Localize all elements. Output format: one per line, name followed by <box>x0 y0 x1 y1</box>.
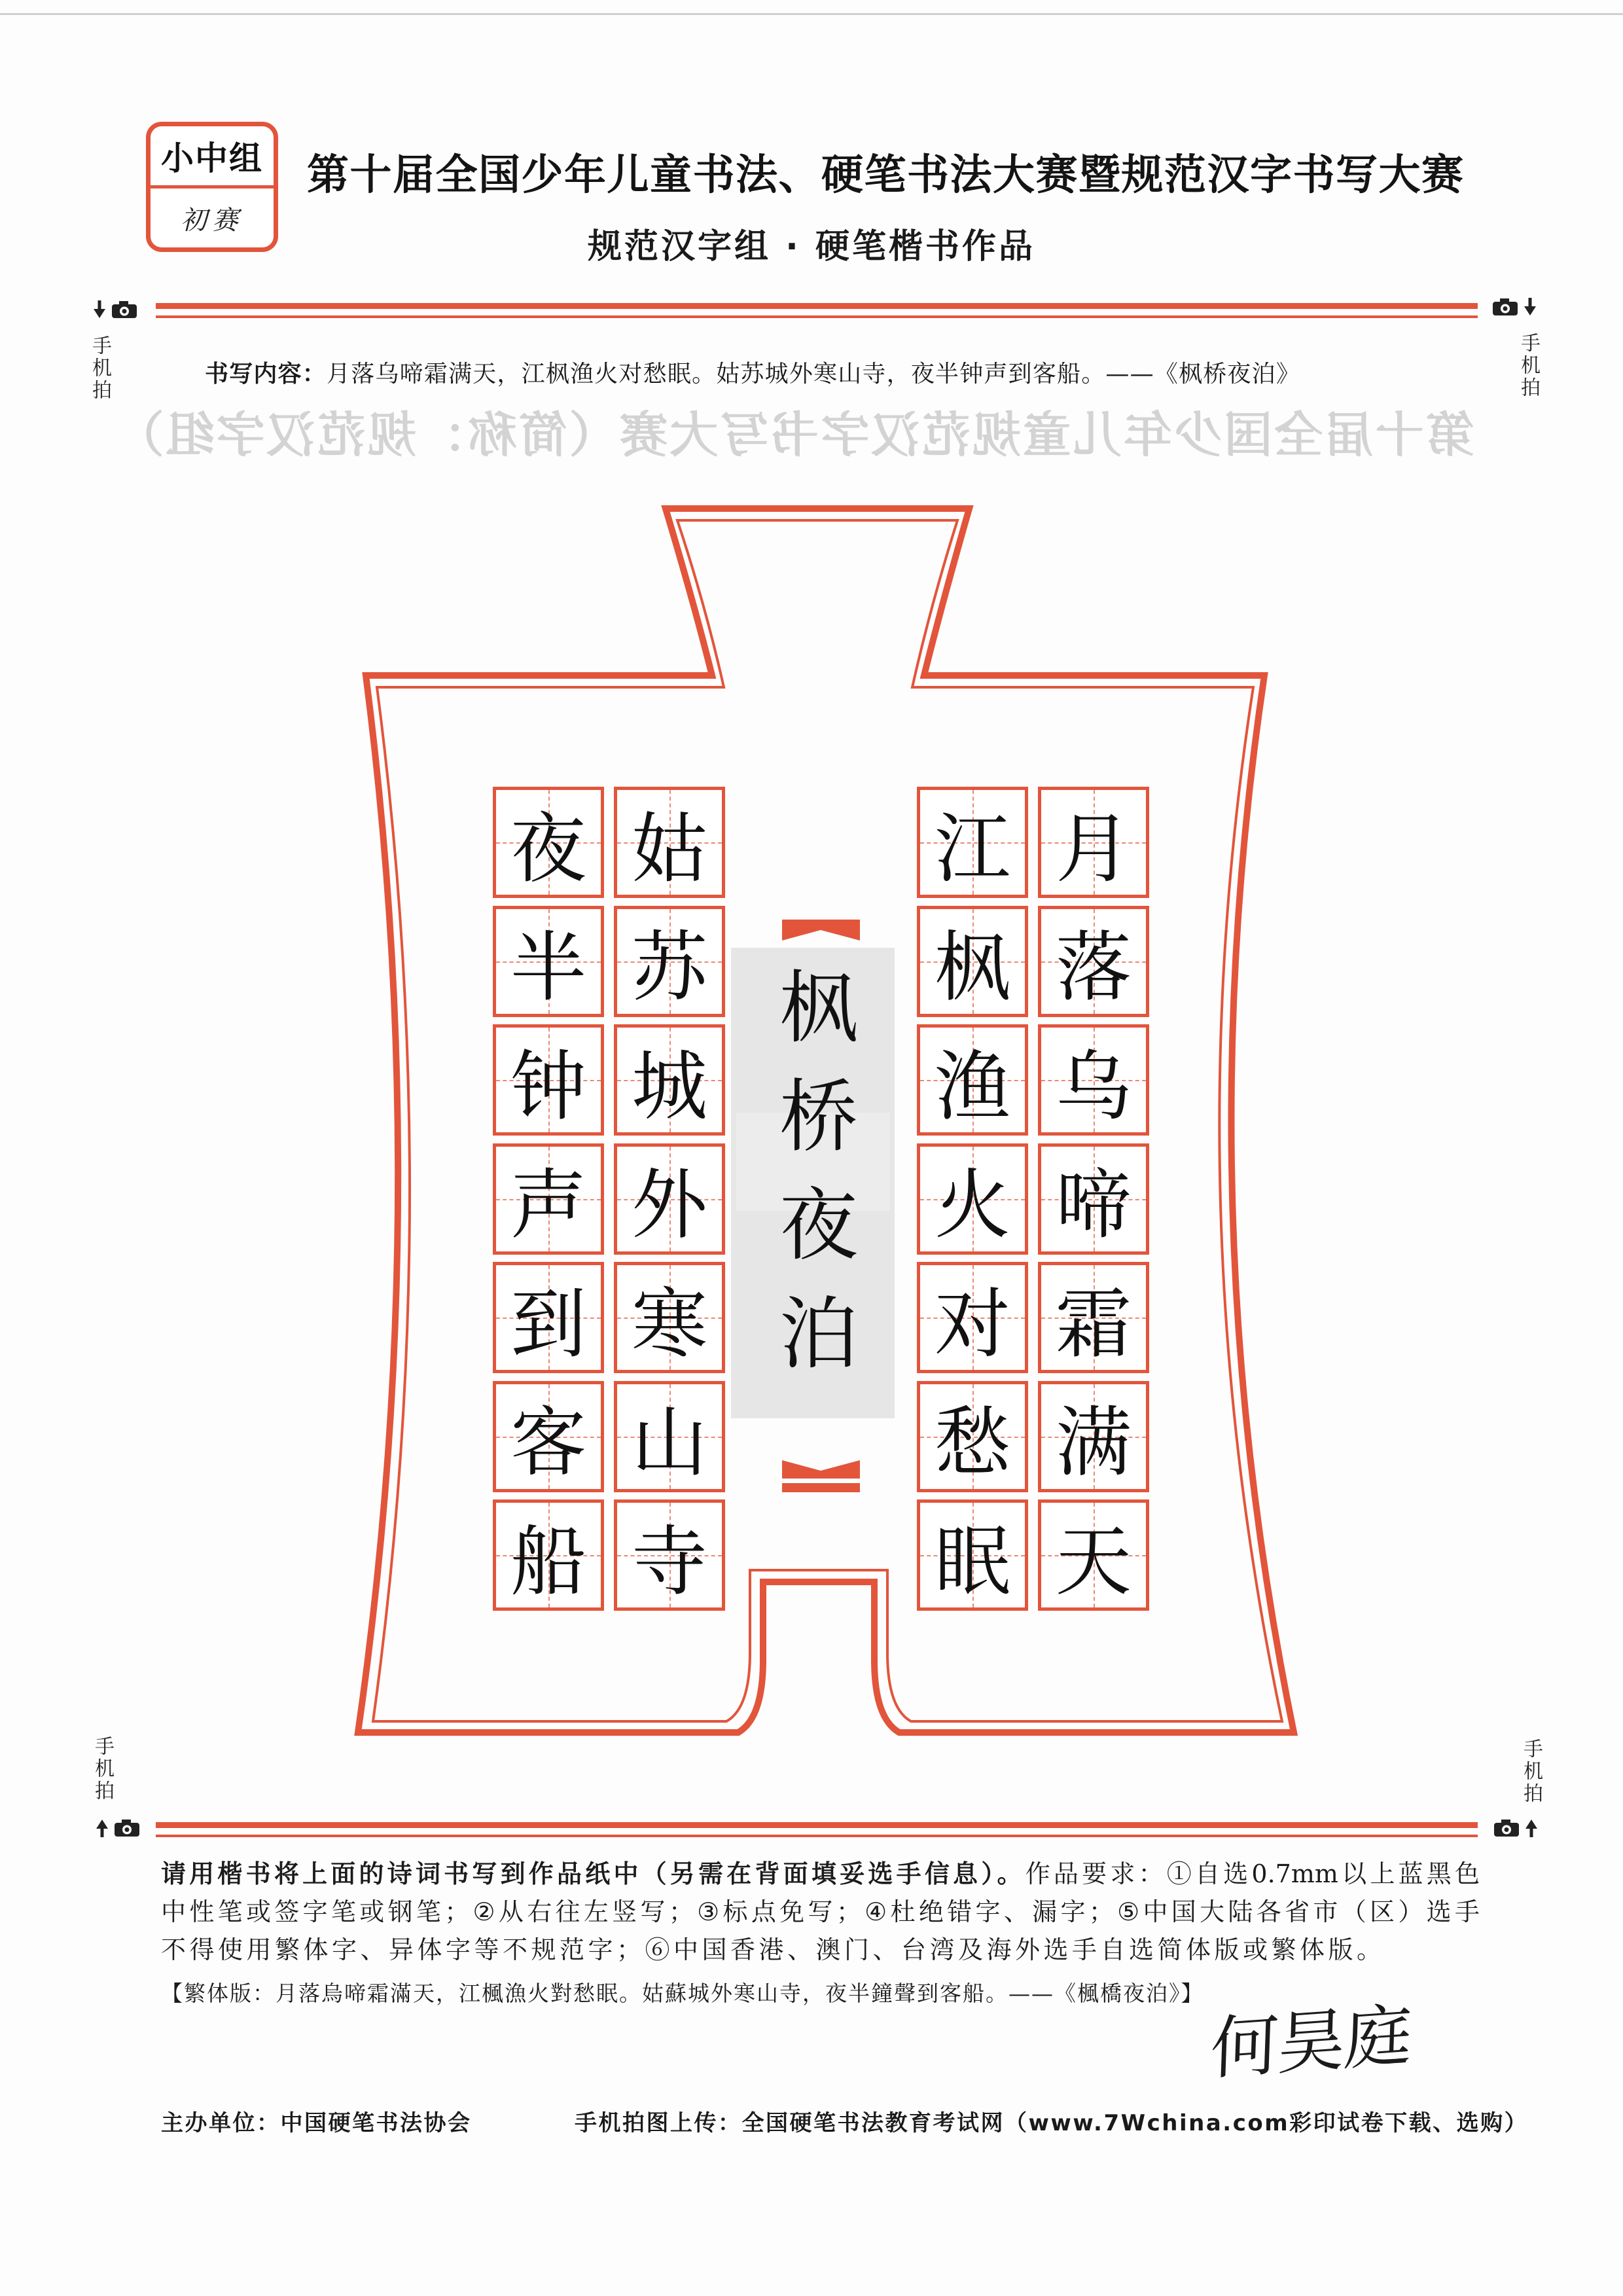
download-arrow-icon <box>92 300 107 319</box>
poem-column-3 <box>614 787 725 1611</box>
grid-cell <box>493 1381 604 1492</box>
handwritten-character: 火 <box>935 1161 1010 1249</box>
page-subtitle: 规范汉字组 · 硬笔楷书作品 <box>588 227 1035 266</box>
handwritten-character: 城 <box>632 1042 707 1131</box>
grid-cell <box>493 1262 604 1373</box>
photo-label-bottom-right: 手机拍 <box>1520 1738 1543 1805</box>
top-rule-thick <box>156 303 1478 309</box>
bottom-left-photo-marker <box>95 1819 141 1837</box>
instructions-line-1 <box>161 1854 1480 1890</box>
grid-cell <box>614 1499 725 1611</box>
grid-cell <box>614 1024 725 1136</box>
photo-label-top-left: 手机拍 <box>88 335 111 402</box>
handwritten-character: 苏 <box>632 924 707 1012</box>
handwritten-character: 天 <box>1056 1517 1132 1606</box>
handwritten-character: 枫 <box>935 924 1010 1012</box>
bottom-rule-thick <box>156 1822 1478 1828</box>
page-title: 第十届全国少年儿童书法、硬笔书法大赛暨规范汉字书写大赛 <box>307 151 1465 200</box>
grid-cell <box>917 906 1028 1017</box>
grid-cell <box>614 1143 725 1255</box>
title-top-ornament <box>782 920 860 941</box>
footer-upload-info: 手机拍图上传：全国硬笔书法教育考试网（www.7Wchina.com彩印试卷下载、选购） <box>575 2110 1529 2136</box>
grid-cell <box>493 787 604 898</box>
grid-cell <box>1038 1262 1149 1373</box>
title-bottom-ornament <box>782 1460 860 1479</box>
grid-cell <box>493 1024 604 1136</box>
grid-cell <box>614 787 725 898</box>
grid-cell <box>917 1024 1028 1136</box>
grid-cell <box>493 1143 604 1255</box>
bottom-rule-thin <box>156 1835 1478 1837</box>
grid-cell <box>1038 1143 1149 1255</box>
handwritten-character: 渔 <box>935 1042 1010 1131</box>
poem-column-4 <box>493 787 604 1611</box>
grid-cell <box>917 1262 1028 1373</box>
handwritten-character: 夜 <box>510 804 586 893</box>
camera-icon <box>111 300 138 319</box>
grid-cell <box>614 1262 725 1373</box>
handwritten-character: 落 <box>1056 924 1132 1012</box>
handwritten-character: 啼 <box>1056 1161 1132 1249</box>
handwritten-character: 满 <box>1056 1399 1132 1487</box>
instructions-line-3: 不得使用繁体字、异体字等不规范字；⑥中国香港、澳门、台湾及海外选手自选简体版或繁体版。 <box>161 1935 1385 1964</box>
traditional-version-note: 【繁体版：月落烏啼霜滿天，江楓漁火對愁眠。姑蘇城外寒山寺，夜半鐘聲到客船。——《楓橋夜泊》】 <box>161 1981 1204 2006</box>
grid-cell <box>917 1499 1028 1611</box>
handwritten-character: 对 <box>935 1280 1010 1369</box>
grid-cell <box>1038 1499 1149 1611</box>
upload-arrow-icon <box>95 1819 109 1837</box>
grid-cell <box>493 906 604 1017</box>
download-arrow-icon <box>1523 298 1537 316</box>
handwritten-character: 愁 <box>935 1399 1010 1487</box>
handwritten-character: 钟 <box>510 1042 586 1131</box>
upload-arrow-icon <box>1524 1819 1539 1837</box>
handwritten-character: 声 <box>510 1161 586 1249</box>
contestant-signature: 何昊庭 <box>1209 1995 1412 2090</box>
handwritten-character: 船 <box>510 1517 586 1606</box>
handwritten-character: 半 <box>510 924 586 1012</box>
grid-cell <box>917 1143 1028 1255</box>
instructions-line-2: 中性笔或签字笔或钢笔；②从右往左竖写；③标点免写；④杜绝错字、漏字；⑤中国大陆各省市（区）选手 <box>161 1897 1480 1926</box>
grid-cell <box>614 1381 725 1492</box>
handwritten-character: 寒 <box>632 1280 707 1369</box>
top-right-photo-marker <box>1491 298 1537 316</box>
grid-cell <box>917 1381 1028 1492</box>
grid-cell <box>1038 1381 1149 1492</box>
footer-organizer: 主办单位：中国硬笔书法协会 <box>161 2110 472 2136</box>
handwritten-character: 寺 <box>632 1517 707 1606</box>
poem-column-2 <box>917 787 1028 1611</box>
top-rule-thin <box>156 315 1478 318</box>
writing-content-label: 书写内容： <box>205 361 327 387</box>
photo-label-top-right: 手机拍 <box>1517 332 1540 399</box>
top-left-photo-marker <box>92 300 138 319</box>
writing-content-text: 月落乌啼霜满天，江枫渔火对愁眠。姑苏城外寒山寺，夜半钟声到客船。——《枫桥夜泊》 <box>327 361 1301 387</box>
handwritten-character: 姑 <box>632 804 707 893</box>
grid-cell <box>1038 906 1149 1017</box>
instructions-lead: 请用楷书将上面的诗词书写到作品纸中（另需在背面填妥选手信息）。 <box>161 1859 1026 1888</box>
grid-cell <box>614 906 725 1017</box>
artwork-title: 枫桥夜泊 <box>766 966 857 1401</box>
grid-cell <box>493 1499 604 1611</box>
title-bottom-bar <box>782 1483 860 1492</box>
grid-cell <box>1038 1024 1149 1136</box>
badge-group-label: 小中组 <box>151 126 274 188</box>
handwritten-character: 乌 <box>1056 1042 1132 1131</box>
grid-cell <box>1038 787 1149 898</box>
writing-content-line <box>205 355 1300 389</box>
bottom-right-photo-marker <box>1493 1819 1539 1837</box>
handwritten-character: 江 <box>935 804 1010 893</box>
photo-label-bottom-left: 手机拍 <box>91 1736 114 1803</box>
reverse-side-show-through: 第十届全国少年儿童规范汉字书写大赛（简称：规范汉字组） <box>113 407 1474 463</box>
poem-column-1 <box>1038 787 1149 1611</box>
grid-cell <box>917 787 1028 898</box>
instructions-requirements: 作品要求：①自选0.7mm以上蓝黑色 <box>1025 1859 1480 1888</box>
handwritten-character: 到 <box>510 1280 586 1369</box>
handwritten-character: 外 <box>632 1161 707 1249</box>
handwritten-character: 客 <box>510 1399 586 1487</box>
handwritten-character: 山 <box>632 1399 707 1487</box>
handwritten-character: 霜 <box>1056 1280 1132 1369</box>
camera-icon <box>1493 1819 1520 1837</box>
handwritten-character: 眠 <box>935 1517 1010 1606</box>
camera-icon <box>1491 298 1519 316</box>
handwritten-character: 月 <box>1056 804 1132 893</box>
badge-round-label: 初赛 <box>181 205 243 236</box>
camera-icon <box>113 1819 141 1837</box>
